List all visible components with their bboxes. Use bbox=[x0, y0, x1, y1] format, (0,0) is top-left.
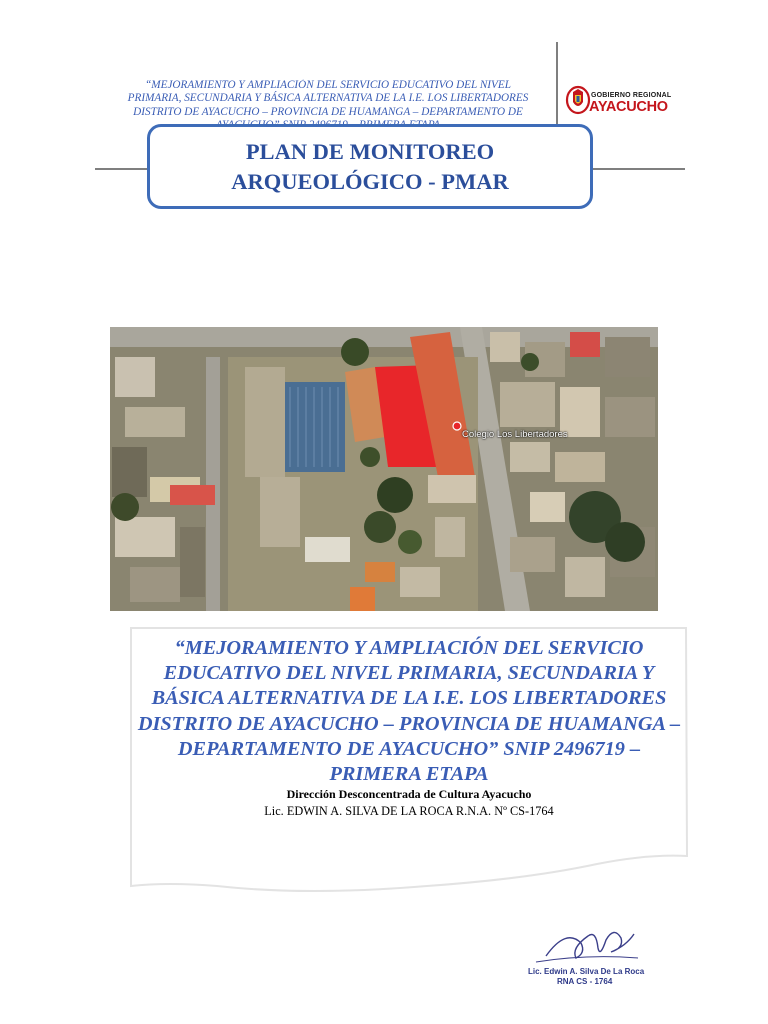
document-title-line-2: ARQUEOLÓGICO - PMAR bbox=[231, 169, 509, 194]
logo-text-top: GOBIERNO REGIONAL bbox=[591, 92, 672, 99]
logo-text-main: AYACUCHO bbox=[589, 99, 668, 115]
direction-name: Dirección Desconcentrada de Cultura Ayacucho bbox=[286, 787, 532, 801]
aerial-photo bbox=[110, 327, 658, 611]
signature-name: Lic. Edwin A. Silva De La Roca bbox=[528, 967, 645, 976]
title-box bbox=[147, 124, 593, 209]
map-place-label: Colegio Los Libertadores bbox=[462, 429, 568, 440]
document-title-line-1: PLAN DE MONITOREO bbox=[245, 139, 495, 164]
header-project-text: “MEJORAMIENTO Y AMPLIACIÓN DEL SERVICIO EDUCATIVO DEL NIVEL PRIMARIA, SECUNDARIA Y BÁSICA ALTERNATIVA DE LA I.E. LOS LIBERTADORES DISTRITO DE AYACUCHO – PROVINCIA DE HUAMANGA – DEPARTAMENTO DE bbox=[127, 79, 529, 118]
project-title: “MEJORAMIENTO Y AMPLIACIÓN DEL SERVICIO EDUCATIVO DEL NIVEL PRIMARIA, SECUNDARIA Y BÁSICA ALTERNATIVA DE LA I.E. LOS LIBERTADORES DISTRITO DE AYACUCHO – PROVINCIA DE HUAMANGA – DEPARTAMENTO DE AYACUCHO” SNIP 2496719 – PRIMERA ETAPA bbox=[137, 637, 681, 786]
author-name: Lic. EDWIN A. SILVA DE LA ROCA R.N.A. Nº CS-1764 bbox=[264, 804, 554, 818]
signature-registration: RNA CS - 1764 bbox=[557, 977, 613, 986]
